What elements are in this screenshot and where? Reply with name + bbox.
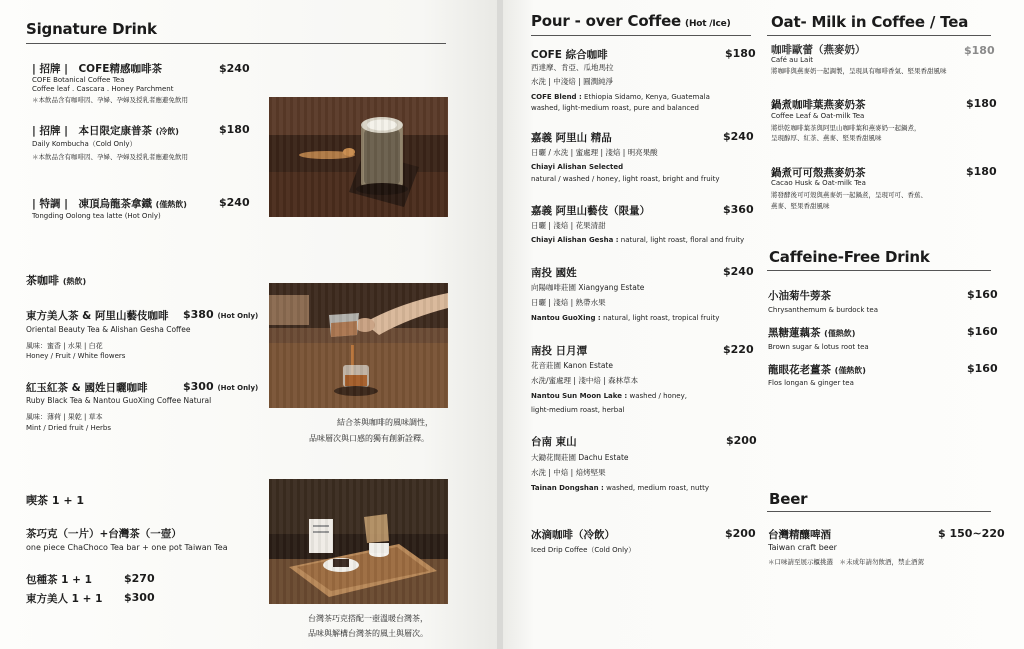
menu-item-en: Brown sugar & lotus root tea xyxy=(768,343,869,351)
menu-right-page xyxy=(503,0,1024,649)
menu-item-en: Flos longan & ginger tea xyxy=(768,379,854,387)
menu-item-price: $160 xyxy=(967,362,998,375)
menu-item-price: $240 xyxy=(723,130,754,143)
menu-item-name: 紅玉紅茶 & 國姓日曬咖啡 xyxy=(26,382,148,394)
menu-item-price: $160 xyxy=(967,288,998,301)
section-title-oat-milk: Oat- Milk in Coffee / Tea xyxy=(771,13,969,31)
menu-item-price: $270 xyxy=(124,572,155,585)
menu-item-en: Coffee Leaf & Oat-milk Tea xyxy=(771,112,865,120)
menu-item-en: Iced Drip Coffee（Cold Only） xyxy=(531,546,636,554)
menu-item-name: 東方美人茶 & 阿里山藝伎咖啡 xyxy=(26,310,169,322)
menu-item-en: Ruby Black Tea & Nantou GuoXing Coffee Natural xyxy=(26,396,212,405)
section-title-signature: Signature Drink xyxy=(26,20,157,38)
menu-item-note: ＊口味請至展示櫃挑選 ＊未成年請勿飲酒，禁止酒駕 xyxy=(768,558,924,566)
menu-item-en: COFE Botanical Coffee Tea xyxy=(32,76,125,84)
menu-item-price: $180 xyxy=(725,47,756,60)
menu-item-en: Tongding Oolong tea latte (Hot Only) xyxy=(32,212,161,220)
section-divider xyxy=(767,511,991,512)
photo-caption: 品味與解構台灣茶的風土與層次。 xyxy=(308,629,428,638)
menu-item-price: $160 xyxy=(967,325,998,338)
menu-item-desc: 將烘乾咖啡葉茶與阿里山咖啡葉和燕麥奶一起鍋煮， xyxy=(771,124,921,132)
section-divider xyxy=(531,35,751,36)
menu-item-name: 鍋煮咖啡葉燕麥奶茶 xyxy=(771,99,866,111)
section-title-beer: Beer xyxy=(769,490,808,508)
menu-item-name: | 招牌 | COFE精感咖啡茶 xyxy=(32,63,162,75)
menu-item-name: COFE 綜合咖啡 xyxy=(531,49,608,61)
menu-item-en: COFE Blend : Ethiopia Sidamo, Kenya, Guatemala xyxy=(531,93,710,101)
menu-item-en: Nantou Sun Moon Lake : washed / honey, xyxy=(531,392,687,400)
menu-item-process: 水洗/蜜處理 | 淺中焙 | 森林草本 xyxy=(531,376,639,385)
menu-item-name: 台南 東山 xyxy=(531,436,577,448)
menu-item-en: Chrysanthemum & burdock tea xyxy=(768,306,879,314)
menu-item-price: $380 (Hot Only) xyxy=(183,308,259,321)
menu-item-flavor-en: Honey / Fruit / White flowers xyxy=(26,352,126,360)
menu-item-price: $200 xyxy=(725,527,756,540)
menu-item-price: $360 xyxy=(723,203,754,216)
section-divider xyxy=(26,43,446,44)
menu-item-name: 東方美人 1 + 1 xyxy=(26,593,103,605)
menu-item-name: 鍋煮可可殼燕麥奶茶 xyxy=(771,167,866,179)
menu-item-desc: Coffee leaf . Cascara . Honey Parchment xyxy=(32,85,174,93)
menu-item-origin: 大鋤花間莊園 Dachu Estate xyxy=(531,453,629,462)
menu-item-en: Oriental Beauty Tea & Alishan Gesha Coffee xyxy=(26,325,191,334)
menu-item-name: 嘉義 阿里山 精品 xyxy=(531,132,612,144)
menu-item-name: | 招牌 | 本日限定康普茶 (冷飲) xyxy=(32,125,179,137)
menu-item-name: 嘉義 阿里山藝伎（限量） xyxy=(531,205,651,217)
menu-item-flavor: 風味：薄荷 | 果乾 | 草本 xyxy=(26,413,103,421)
menu-item-en2: light-medium roast, herbal xyxy=(531,406,625,414)
menu-item-en: Cacao Husk & Oat-milk Tea xyxy=(771,179,866,187)
drink-photo-tea-set xyxy=(269,479,448,604)
menu-item-en: Daily Kombucha（Cold Only） xyxy=(32,140,137,148)
section-divider xyxy=(767,35,991,36)
menu-item-price: $180 xyxy=(964,44,995,57)
menu-item-price: $180 xyxy=(966,165,997,178)
section-title-caffeine-free: Caffeine-Free Drink xyxy=(769,248,930,266)
menu-item-price: $240 xyxy=(723,265,754,278)
menu-item-process: 日曬 | 淺焙 | 花果清甜 xyxy=(531,221,606,230)
menu-item-name: 包種茶 1 + 1 xyxy=(26,574,92,586)
combo-en: one piece ChaChoco Tea bar + one pot Taiwan Tea xyxy=(26,543,228,552)
drink-photo-latte xyxy=(269,97,448,217)
menu-item-en: Tainan Dongshan : washed, medium roast, nutty xyxy=(531,484,710,492)
menu-item-en: Taiwan craft beer xyxy=(768,543,837,552)
menu-item-process: 日曬 / 水洗 | 蜜處理 | 淺焙 | 明亮果酸 xyxy=(531,148,658,157)
menu-item-desc: 將咖啡與燕麥奶一起調製，呈現具有咖啡香氣、堅果香甜風味 xyxy=(771,67,947,75)
menu-item-en: Nantou GuoXing : natural, light roast, tropical fruity xyxy=(531,314,720,322)
menu-item-process: 水洗 | 中淺焙 | 圓潤純淨 xyxy=(531,77,614,86)
menu-item-origin: 花音莊園 Kanon Estate xyxy=(531,361,613,370)
menu-item-note: ＊本飲品含有咖啡因、孕婦、孕婦及授乳者應避免飲用 xyxy=(32,153,188,161)
menu-item-price: $180 xyxy=(966,97,997,110)
menu-item-flavor-en: Mint / Dried fruit / Herbs xyxy=(26,424,111,432)
menu-item-name: 咖啡歐蕾（燕麥奶） xyxy=(771,44,866,56)
menu-item-price: $ 150~220 xyxy=(938,527,1005,540)
photo-caption: 台灣茶巧克搭配一壺溫暖台灣茶， xyxy=(308,614,428,623)
photo-caption: 結合茶與咖啡的風味調性， xyxy=(337,418,433,427)
menu-item-price: $240 xyxy=(219,62,250,75)
menu-item-price: $220 xyxy=(723,343,754,356)
menu-item-desc: 呈現醇厚、紅茶、燕麥、堅果香甜風味 xyxy=(771,134,882,142)
menu-item-name: 小油菊牛蒡茶 xyxy=(768,290,831,302)
menu-item-origin: 西達摩、肯亞、瓜地馬拉 xyxy=(531,63,614,72)
menu-item-flavor: 風味：蜜香 | 水果 | 白花 xyxy=(26,342,103,350)
menu-item-name: | 特調 | 凍頂烏龍茶拿鐵 (僅熱飲) xyxy=(32,198,187,210)
menu-item-desc: 將發酵後可可殼與燕麥奶一起鍋煮，呈現可可、香蕉、 xyxy=(771,191,927,199)
menu-item-desc: 燕麥、堅果香甜風味 xyxy=(771,202,830,210)
menu-item-en: Café au Lait xyxy=(771,56,814,64)
menu-item-en: Chiayi Alishan Gesha : natural, light roast, floral and fruity xyxy=(531,236,745,244)
photo-caption: 品味層次與口感的獨有創新詮釋。 xyxy=(309,434,429,443)
menu-item-name: 台灣精釀啤酒 xyxy=(768,529,831,541)
section-title-tea-set: 喫茶 1 + 1 xyxy=(26,494,85,507)
section-divider xyxy=(767,270,991,271)
menu-item-name: 南投 日月潭 xyxy=(531,345,588,357)
drink-photo-pouring xyxy=(269,283,448,408)
menu-left-page xyxy=(0,0,497,649)
menu-item-note: ＊本飲品含有咖啡因、孕婦、孕婦及授乳者應避免飲用 xyxy=(32,96,188,104)
menu-item-price: $200 xyxy=(726,434,757,447)
menu-item-price: $300 (Hot Only) xyxy=(183,380,259,393)
menu-item-en2: washed, light-medium roast, pure and balanced xyxy=(531,104,700,112)
combo-title: 茶巧克（一片）+台灣茶（一壺） xyxy=(26,528,182,540)
menu-item-name: 冰滴咖啡（冷飲） xyxy=(531,529,615,541)
menu-item-price: $180 xyxy=(219,123,250,136)
menu-item-process: 日曬 | 淺焙 | 熟帶水果 xyxy=(531,298,606,307)
section-title-tea-coffee: 茶咖啡 (熱飲) xyxy=(26,274,87,287)
menu-item-en2: natural / washed / honey, light roast, bright and fruity xyxy=(531,175,720,183)
menu-item-name: 南投 國姓 xyxy=(531,267,577,279)
menu-item-price: $300 xyxy=(124,591,155,604)
menu-item-name: 龍眼花老薑茶 (僅熱飲) xyxy=(768,364,866,376)
menu-item-price: $240 xyxy=(219,196,250,209)
menu-item-en: Chiayi Alishan Selected xyxy=(531,163,624,171)
section-title-pour-over: Pour - over Coffee (Hot /Ice) xyxy=(531,12,731,30)
menu-item-process: 水洗 | 中焙 | 焙烤堅果 xyxy=(531,468,606,477)
menu-item-name: 黑糖蓮藕茶 (僅熱飲) xyxy=(768,327,856,339)
menu-item-origin: 向陽咖啡莊園 Xiangyang Estate xyxy=(531,283,645,292)
